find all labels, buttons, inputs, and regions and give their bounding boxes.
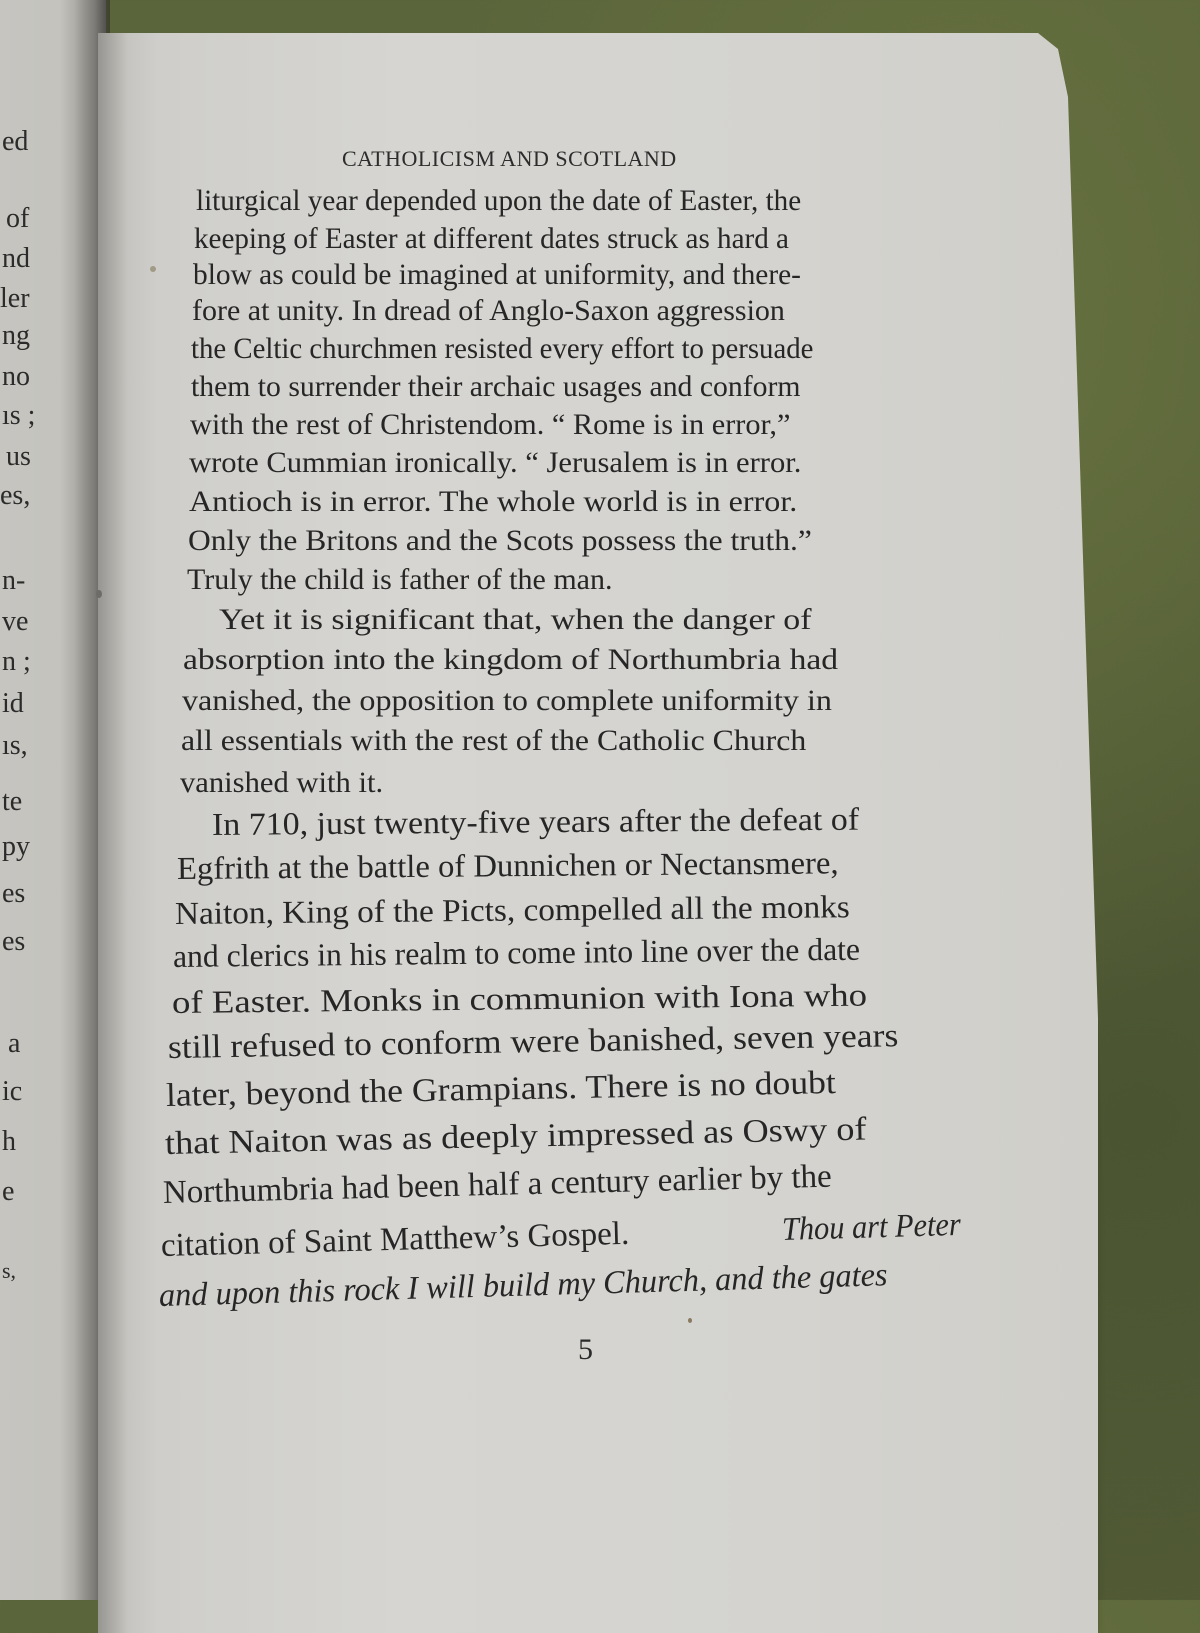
text-line: all essentials with the rest of the Catholic Church: [181, 724, 807, 757]
text-line: blow as could be imagined at uniformity, and there-: [193, 258, 801, 291]
left-page-fragment: id: [2, 688, 24, 719]
text-line: citation of Saint Matthew’s Gospel.: [160, 1215, 630, 1264]
text-line: vanished with it.: [180, 766, 384, 799]
left-page-fragment: no: [2, 361, 30, 392]
left-page-fragment: ler: [0, 283, 30, 314]
text-line: vanished, the opposition to complete uniformity in: [182, 684, 832, 717]
left-page-fragment: a: [8, 1028, 21, 1059]
text-line: later, beyond the Grampians. There is no doubt: [165, 1065, 837, 1114]
left-page-fragment: es: [2, 878, 26, 909]
text-line: the Celtic churchmen resisted every effort to persuade: [191, 332, 814, 365]
text-line-paragraph-start: In 710, just twenty-five years after the defeat of: [211, 800, 860, 842]
left-page-fragment: py: [2, 831, 30, 862]
left-page-fragment: ic: [2, 1076, 23, 1107]
left-page-fragment: ed: [2, 126, 29, 157]
page-edge-shadow: [98, 33, 128, 1633]
text-line: that Naiton was as deeply impressed as Oswy of: [164, 1111, 867, 1162]
text-line: and clerics in his realm to come into line over the date: [172, 930, 861, 974]
text-line: Naiton, King of the Picts, compelled all the monks: [174, 888, 850, 931]
left-page-fragment: es,: [0, 480, 31, 511]
text-line: Only the Britons and the Scots possess the truth.”: [188, 524, 812, 557]
text-line: them to surrender their archaic usages and conform: [191, 370, 801, 403]
text-line: with the rest of Christendom. “ Rome is in error,”: [190, 408, 791, 441]
left-page-fragment: ve: [2, 606, 29, 637]
left-page-fragment: te: [2, 786, 23, 817]
paper-speck: [96, 590, 102, 598]
paper-speck: [688, 1318, 692, 1323]
text-line: keeping of Easter at different dates struck as hard a: [194, 222, 789, 255]
text-line: wrote Cummian ironically. “ Jerusalem is in error.: [189, 446, 802, 479]
text-line: Truly the child is father of the man.: [187, 563, 613, 596]
text-line: Northumbria had been half a century earlier by the: [162, 1158, 833, 1211]
text-line: absorption into the kingdom of Northumbria had: [183, 643, 839, 676]
left-page-fragment: e: [2, 1176, 15, 1207]
text-line-paragraph-start: Yet it is significant that, when the danger of: [219, 603, 812, 636]
left-page-fragment: s,: [2, 1258, 17, 1283]
left-page-fragment: of: [6, 203, 30, 234]
left-page-fragment: nd: [2, 243, 30, 274]
left-page-fragment: n-: [2, 565, 26, 596]
left-page-fragment: ng: [2, 320, 30, 351]
text-line: liturgical year depended upon the date of Easter, the: [196, 184, 802, 217]
text-line: Antioch is in error. The whole world is in error.: [189, 485, 798, 518]
text-line: of Easter. Monks in communion with Iona who: [171, 976, 868, 1020]
left-page-fragment: us: [6, 441, 31, 472]
left-page-fragment: ıs,: [2, 730, 28, 761]
text-line: Egfrith at the battle of Dunnichen or Nectansmere,: [176, 844, 839, 886]
running-head: CATHOLICISM AND SCOTLAND: [342, 146, 677, 171]
paper-speck: [150, 266, 156, 272]
text-line-italic-quote: Thou art Peter: [781, 1206, 962, 1248]
text-line: fore at unity. In dread of Anglo-Saxon aggression: [192, 294, 785, 327]
left-page-fragment: n ;: [2, 646, 31, 677]
text-line: still refused to conform were banished, seven years: [167, 1018, 899, 1066]
left-page-fragment: es: [2, 926, 26, 957]
left-page-fragment: ıs ;: [2, 400, 36, 431]
left-page-fragment: h: [2, 1126, 16, 1157]
page-number: 5: [578, 1333, 593, 1366]
text-line-italic-quote: and upon this rock I will build my Church, and the gates: [158, 1257, 888, 1314]
